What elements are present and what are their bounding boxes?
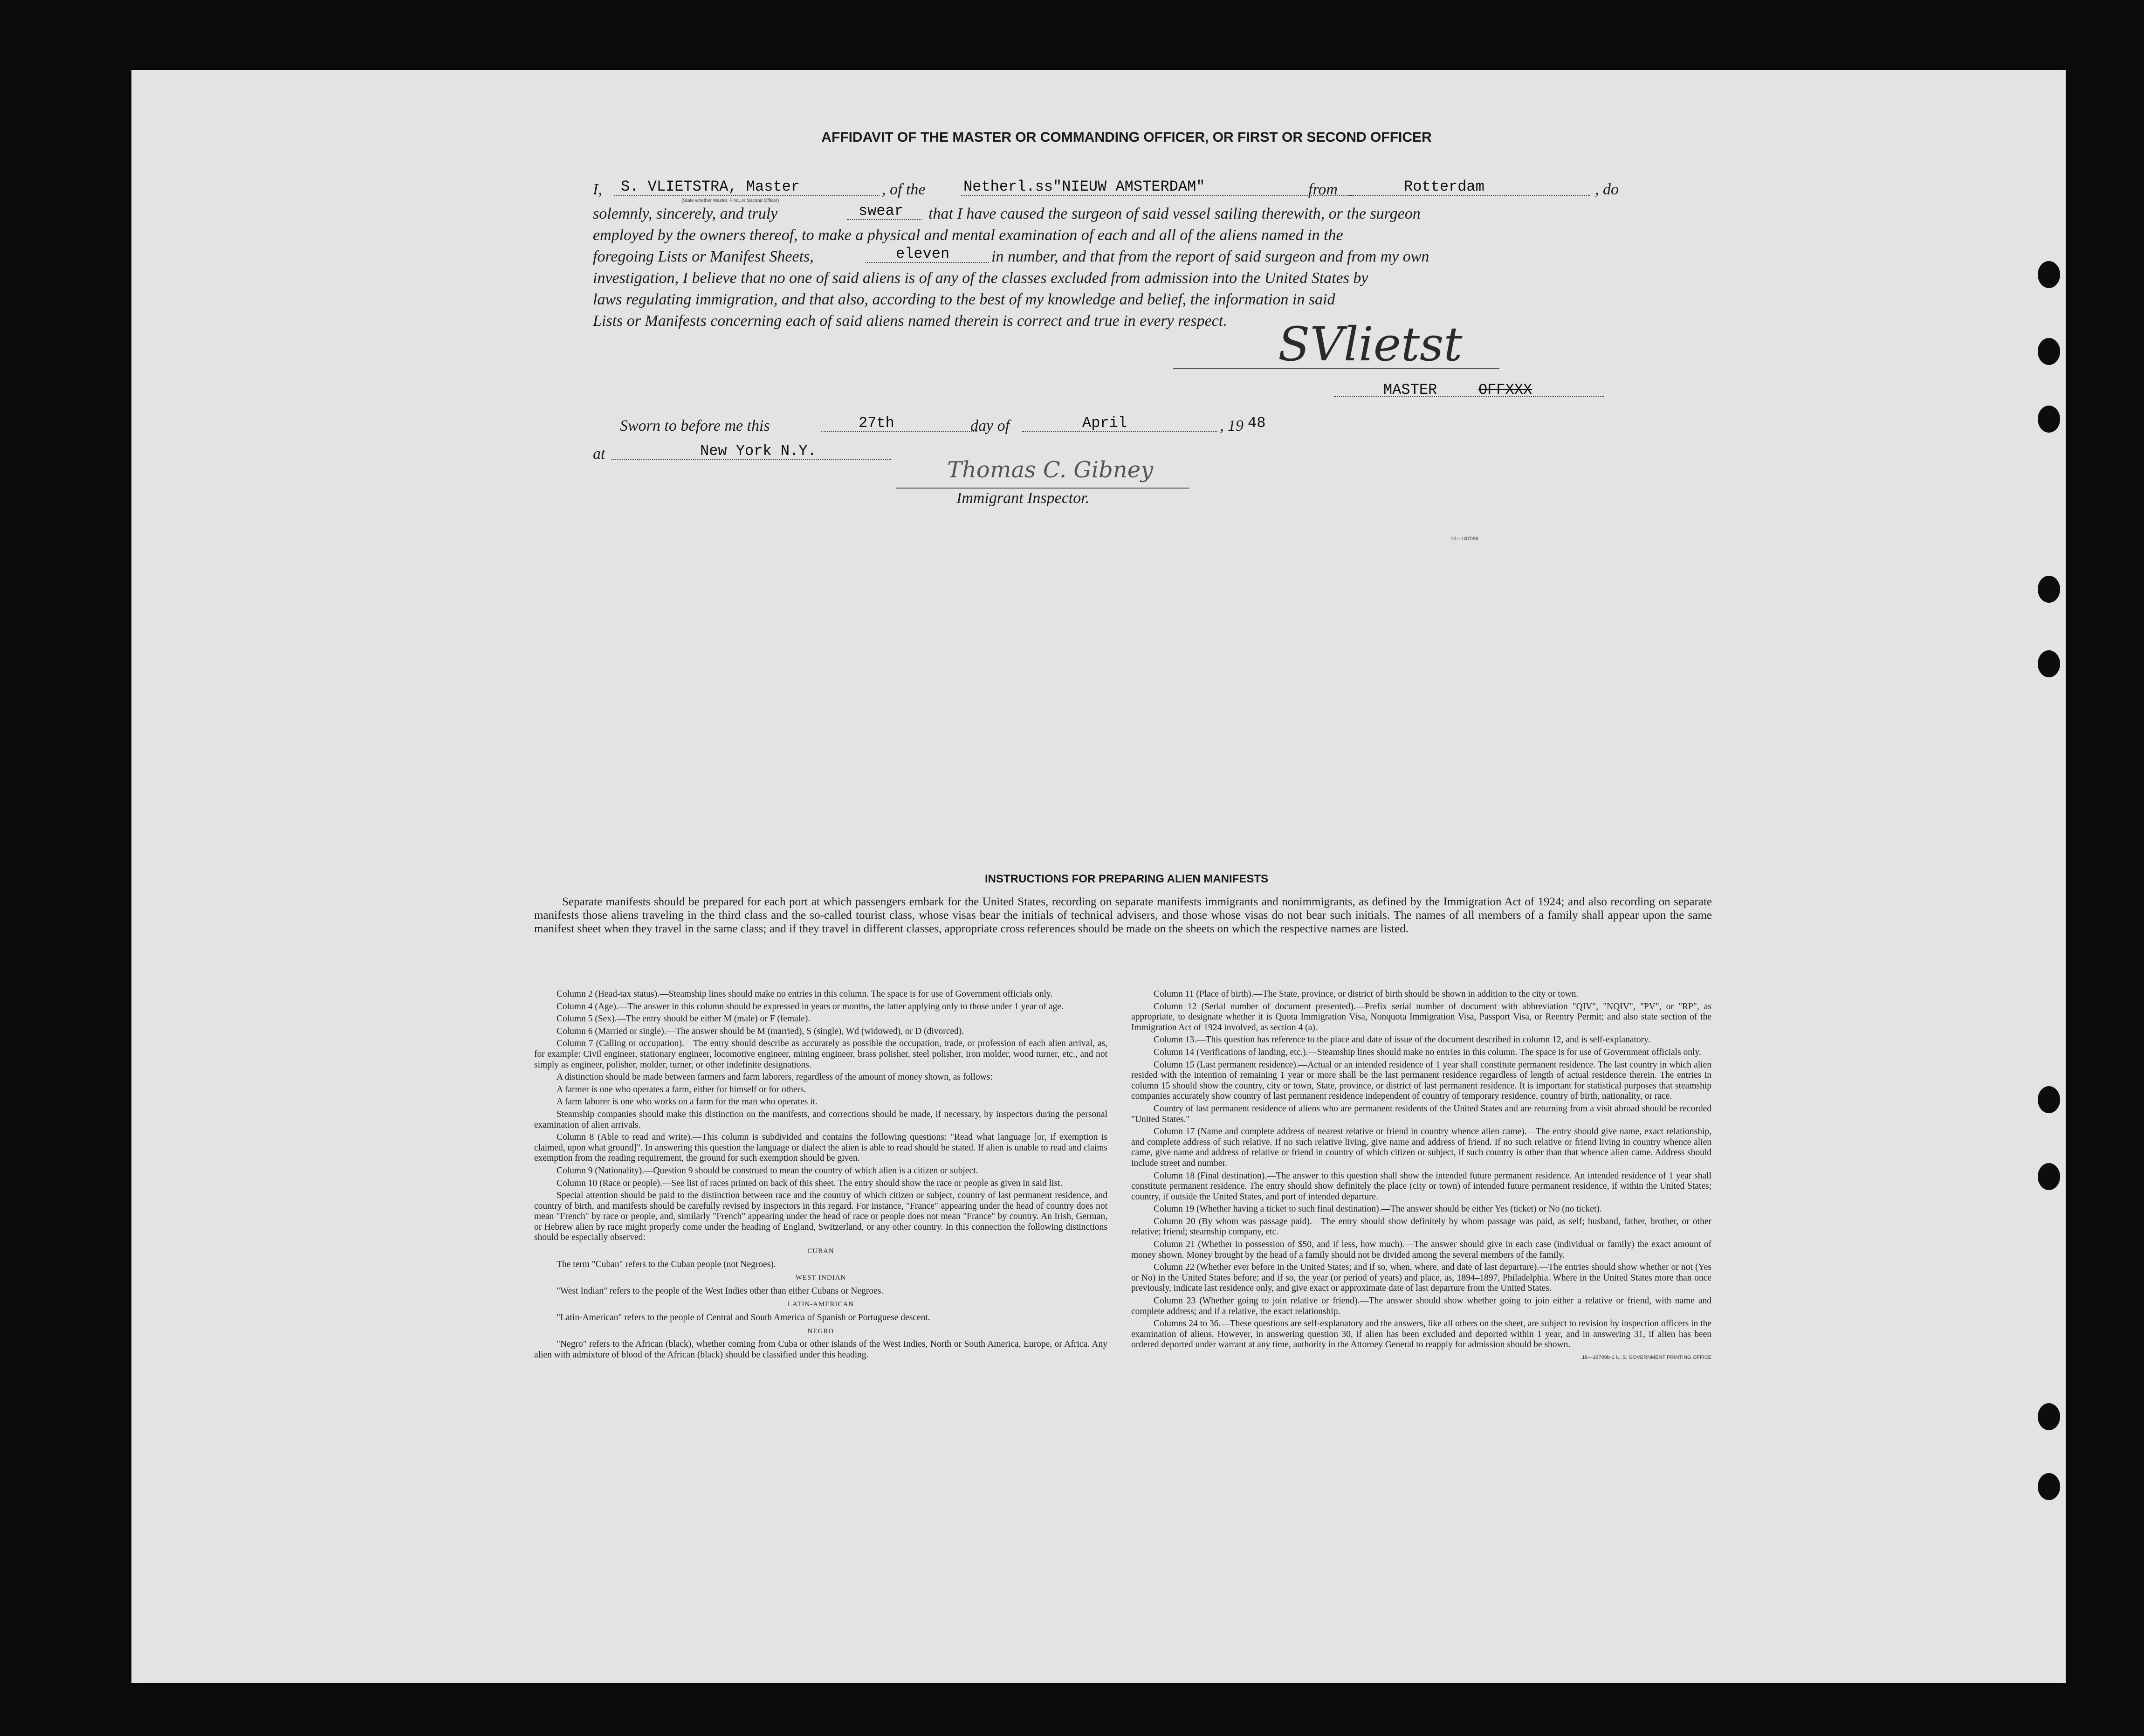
footer-code: 16—18709b-1 U. S. GOVERNMENT PRINTING OFFICE <box>1582 1355 1711 1360</box>
column-13-text: Column 13.—This question has reference to the place and date of issue of the document described in column 12, and is self-explanatory. <box>1154 1035 1650 1045</box>
day-of-label: day of <box>970 417 1010 434</box>
solemnly-text: solemnly, sincerely, and truly <box>593 205 778 222</box>
master-name: S. VLIETSTRA, Master <box>621 178 800 195</box>
column-11-text: Column 11 (Place of birth).—The State, province, or district of birth should be shown in addition to the city or town. <box>1154 989 1579 999</box>
farm-laborer-definition-text: A farm laborer is one who works on a farm for the man who operates it. <box>557 1097 818 1107</box>
negro-heading: NEGRO <box>807 1327 834 1335</box>
steamship-distinction-text: Steamship companies should make this distinction on the manifests, and corrections should be made, if necessary, by inspectors during the personal examination of alien arrivals. <box>534 1109 1107 1130</box>
column-4-text: Column 4 (Age).—The answer in this column should be expressed in years or months, the latter applying only to those under 1 year of age. <box>557 1001 1064 1012</box>
affidavit-i: I, <box>593 181 602 198</box>
west-indian-text: "West Indian" refers to the people of the West Indies other than either Cubans or Negroes. <box>557 1286 884 1296</box>
employed-text: employed by the owners thereof, to make a physical and mental examination of each and all of the aliens named in the <box>593 227 1343 244</box>
column-6-text: Column 6 (Married or single).—The answer should be M (married), S (single), Wd (widowed), or D (divorced). <box>557 1026 964 1036</box>
column-20-text: Column 20 (By whom was passage paid).—The entry should show definitely by whom passage was paid, as self; husband, father, brother, or other relative; friend; steamship company, etc. <box>1131 1216 1711 1237</box>
column-21-text: Column 21 (Whether in possession of $50, and if less, how much).—The answer should give in each case (individual or family) the exact amount of money shown. Money brought by the head of a family should not be divided among the several members of the family. <box>1131 1240 1711 1260</box>
from-label: from <box>1308 181 1338 198</box>
at-label: at <box>593 445 605 462</box>
foregoing-text: foregoing Lists or Manifest Sheets, <box>593 248 814 265</box>
instructions-left-column <box>534 989 1107 1362</box>
column-5-text: Column 5 (Sex).—The entry should be either M (male) or F (female). <box>557 1014 811 1024</box>
farmer-definition-text: A farmer is one who operates a farm, either for himself or for others. <box>557 1084 806 1095</box>
column-8-text: Column 8 (Able to read and write).—This column is subdivided and contains the following questions: "Read what language [or, if exemption is claimed, upon what ground]". In answering this question the language or dialect the alien is able to read should be stated. If alien is unable to read and claims exemption from the reading requirement, the ground for such exemption should be given. <box>534 1132 1107 1164</box>
manifest-sheet <box>131 70 2066 1683</box>
instructions-title: INSTRUCTIONS FOR PREPARING ALIEN MANIFESTS <box>984 873 1268 885</box>
form-code: 10—18709b <box>1450 536 1478 542</box>
instructions-right-column <box>1131 989 1711 1363</box>
role-typed: MASTER <box>1383 381 1437 399</box>
inspector-signature: Thomas C. Gibney <box>947 457 1154 483</box>
instructions-intro: Separate manifests should be prepared for each port at which passengers embark for the United States, recording on separate manifests immigrants and nonimmigrants, as defined by the Immigration Act of 1924; and also recording on separate manifests those aliens traveling in the third class and the so-called tourist class, whose visas bear the initials of technical advisers, and those whose visas do not bear such initials. The names of all members of a family shall appear upon the same manifest sheet when they travel in the same class; and if they travel in different classes, appropriate cross references should be made on the sheets on which the respective names are listed. <box>534 896 1712 935</box>
investigation-text: investigation, I believe that no one of said aliens is of any of the classes excluded from admission into the United States by <box>593 269 1368 287</box>
punch-hole <box>2038 338 2060 365</box>
us-residence-text: Country of last permanent residence of aliens who are permanent residents of the United States and are returning from a visit abroad should be recorded "United States." <box>1131 1103 1711 1124</box>
column-23-text: Column 23 (Whether going to join relative or friend).—The answer should show whether going to join either a relative or friend, with name and complete address; and if a relative, the exact relationship. <box>1131 1296 1711 1316</box>
farmer-distinction-text: A distinction should be made between farmers and farm laborers, regardless of the amount of money shown, as follows: <box>557 1072 993 1082</box>
column-22-text: Column 22 (Whether ever before in the United States; and if so, when, where, and date of last departure).—The entries should show whether or not (Yes or No) in the United States before; and if so, the year (or period of years) and place, as, 1894–1897, Philadelphia. Where in the United States more than once previously, indicate last residence only, and give exact or approximate date of last departure from the United States. <box>1131 1262 1711 1294</box>
west-indian-heading: WEST INDIAN <box>795 1274 846 1282</box>
punch-hole <box>2038 1473 2060 1500</box>
column-9-text: Column 9 (Nationality).—Question 9 should be construed to mean the country of which alien is a citizen or subject. <box>557 1165 978 1176</box>
master-signature: SVlietst <box>1278 317 1463 372</box>
special-attention-text: Special attention should be paid to the distinction between race and the country of which citizen or subject, country of last permanent residence, and country of birth, and manifests should be carefully revised by inspectors in this regard. For instance, "France" appearing under the head of country does not mean "French" by race or people, and, similarly "French" appearing under the head of race or people does not mean "France" by country. An Irish, German, or Hebrew alien by race might properly come under the heading of England, Switzerland, or any other country. In this connection the following distinctions should be especially observed: <box>534 1191 1107 1243</box>
number-text: in number, and that from the report of said surgeon and from my own <box>991 248 1429 265</box>
affidavit-title: AFFIDAVIT OF THE MASTER OR COMMANDING OFFICER, OR FIRST OR SECOND OFFICER <box>821 130 1432 145</box>
vessel-name: Netherl.ss"NIEUW AMSTERDAM" <box>963 178 1205 195</box>
column-15-text: Column 15 (Last permanent residence).—Actual or an intended residence of 1 year shall constitute permanent residence. The last country in which alien resided with the intention of remaining 1 year or more shall be the last permanent residence regardless of length of actual residence therein. The entries in column 15 should show the country, city or town, State, province, or district of last permanent residence. It is important for statistical purposes that steamship companies accurately show country of last permanent residence independent of country of temporary residence, country of birth, nationality, or race. <box>1131 1060 1711 1102</box>
column-7-text: Column 7 (Calling or occupation).—The entry should describe as accurately as possible the occupation, trade, or profession of each alien arrival, as, for example: Civil engineer, stationary engineer, locomotive engineer, mining engineer, brass polisher, steel polisher, iron molder, wood turner, etc., and not simply as engineer, polisher, molder, turner, or other indefinite designations. <box>534 1039 1107 1070</box>
departure-port: Rotterdam <box>1404 178 1484 195</box>
sworn-day: 27th <box>859 414 894 432</box>
oath-type: swear <box>859 202 904 220</box>
punch-hole <box>2038 1403 2060 1430</box>
punch-hole <box>2038 261 2060 288</box>
sworn-location: New York N.Y. <box>700 442 817 460</box>
column-10-text: Column 10 (Race or people).—See list of races printed on back of this sheet. The entry should show the race or people as given in said list. <box>557 1178 1063 1188</box>
column-18-text: Column 18 (Final destination).—The answer to this question shall show the intended future permanent residence. An intended residence of 1 year shall constitute permanent residence. The entry should show definitely the place (city or town) of intended future permanent residence, if within the United States; country, if outside the United States, and port of intended departure. <box>1131 1171 1711 1202</box>
columns-24-36-text: Columns 24 to 36.—These questions are self-explanatory and the answers, like all others on the sheet, are subject to revision by inspection officers in the examination of aliens. However, in answering question 30, if alien has been excluded and deported within 1 year, and in answering 31, if alien has been ordered deported under warrant at any time, authority in the Attorney General to reapply for admission should be shown. <box>1131 1319 1711 1350</box>
negro-text: "Negro" refers to the African (black), whether coming from Cuba or other islands of the West Indies, North or South America, Europe, or Africa. Any alien with admixture of blood of the African (black) should be classified under this heading. <box>534 1339 1107 1360</box>
inspector-title: Immigrant Inspector. <box>956 489 1090 507</box>
year-prefix: , 19 <box>1220 417 1244 434</box>
punch-hole <box>2038 406 2060 433</box>
of-the-label: , of the <box>882 181 926 198</box>
sworn-year: 48 <box>1248 414 1266 432</box>
cuban-heading: CUBAN <box>807 1247 834 1255</box>
latin-american-heading: LATIN-AMERICAN <box>787 1301 854 1309</box>
cuban-text: The term "Cuban" refers to the Cuban people (not Negroes). <box>557 1259 776 1269</box>
column-2-text: Column 2 (Head-tax status).—Steamship lines should make no entries in this column. The space is for use of Government officials only. <box>557 989 1053 999</box>
surgeon-text: that I have caused the surgeon of said vessel sailing therewith, or the surgeon <box>928 205 1421 222</box>
role-struck: OFFXXX <box>1478 381 1532 399</box>
sworn-month: April <box>1082 414 1127 432</box>
officer-caption: (State whether Master, First, or Second Officer) <box>681 198 779 203</box>
alien-count: eleven <box>896 245 950 262</box>
punch-hole <box>2038 576 2060 603</box>
punch-hole <box>2038 650 2060 677</box>
do-label: , do <box>1595 181 1619 198</box>
sworn-text: Sworn to before me this <box>620 417 770 434</box>
latin-american-text: "Latin-American" refers to the people of Central and South America of Spanish or Portuguese descent. <box>557 1313 930 1323</box>
laws-text: laws regulating immigration, and that also, according to the best of my knowledge and belief, the information in said <box>593 291 1335 308</box>
column-17-text: Column 17 (Name and complete address of nearest relative or friend in country whence alien came).—The entry should give name, exact relationship, and complete address of such relative. If no such relative living, give name and address of friend. If no such relative or friend living in country whence alien came, give name and address of relative or friend in country of which citizen or subject, if such country is other than that whence alien came. Address should include street and number. <box>1131 1127 1711 1168</box>
column-19-text: Column 19 (Whether having a ticket to such final destination).—The answer should be either Yes (ticket) or No (no ticket). <box>1154 1204 1602 1214</box>
punch-hole <box>2038 1163 2060 1190</box>
lists-text: Lists or Manifests concerning each of said aliens named therein is correct and true in every respect. <box>593 312 1227 330</box>
column-14-text: Column 14 (Verifications of landing, etc.).—Steamship lines should make no entries in this column. The space is for use of Government officials only. <box>1154 1047 1701 1057</box>
column-12-text: Column 12 (Serial number of document presented).—Prefix serial number of document with abbreviation "QIV", "NQIV", "PV", or "RP", as appropriate, to designate whether it is Quota Immigration Visa, Nonquota Immigration Visa, Passport Visa, or Reentry Permit; and also state section of the Immigration Act of 1924 involved, as section 4 (a). <box>1131 1001 1711 1033</box>
punch-hole <box>2038 1086 2060 1113</box>
